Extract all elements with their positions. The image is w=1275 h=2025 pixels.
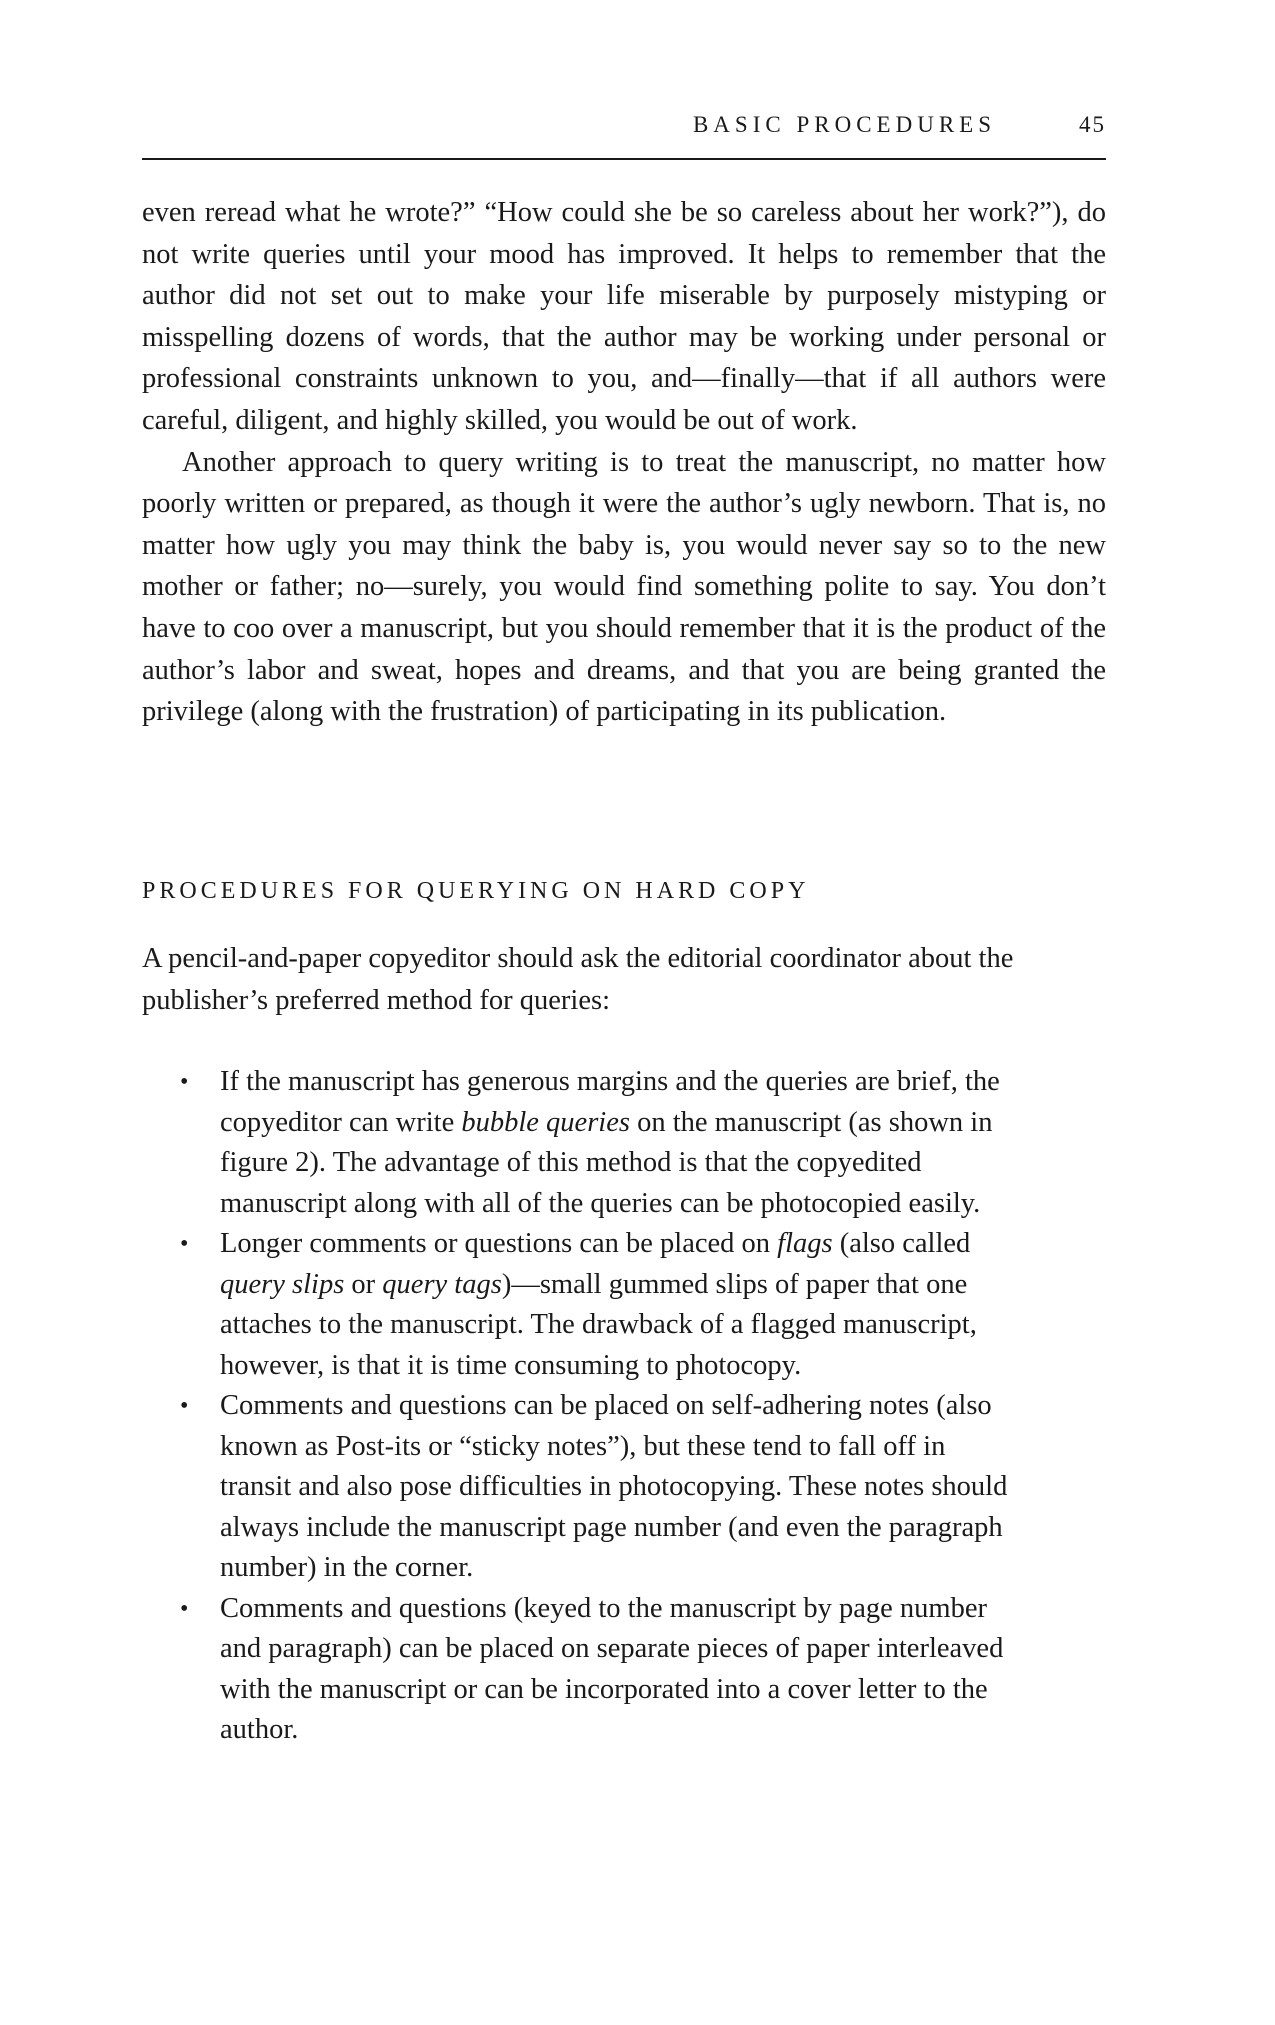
list-item-term: bubble queries xyxy=(461,1106,630,1138)
body-text xyxy=(142,192,1106,733)
intro-paragraph: A pencil-and-paper copyeditor should ask the editorial coordinator about the publisher’s preferred method for queries: xyxy=(142,943,1014,1016)
list-item-text: Comments and questions can be placed on self-adhering notes (also known as Post-its or “sticky notes”), but these tend to fall off in transit and also pose difficulties in photocopying. These notes should always include the manuscript page number (and even the paragraph number) in the corner. xyxy=(220,1390,1008,1583)
list-item-term: query tags xyxy=(382,1268,502,1300)
bullet-marker: • xyxy=(180,1231,189,1257)
list-item-text: on the manuscript (as shown in figure 2). The advantage of this method is that the copyedited manuscript along with all of the queries can be photocopied easily. xyxy=(220,1106,993,1219)
list-item xyxy=(142,1062,1022,1224)
running-head xyxy=(142,110,1106,160)
list-item xyxy=(142,1589,1022,1751)
bullet-marker: • xyxy=(180,1069,189,1095)
list-item-text: Comments and questions (keyed to the manuscript by page number and paragraph) can be placed on separate pieces of paper interleaved with the manuscript or can be incorporated into a cover letter to the author. xyxy=(220,1592,1004,1745)
query-methods-list xyxy=(142,1062,1022,1751)
bullet-marker: • xyxy=(180,1393,189,1419)
list-item-term: flags xyxy=(777,1228,833,1259)
list-item-text: Longer comments or questions can be placed on xyxy=(220,1228,778,1259)
list-item xyxy=(142,1224,1022,1386)
running-title: BASIC PROCEDURES xyxy=(692,112,996,137)
list-item-text: )—small gummed slips of paper that one attaches to the manuscript. The drawback of a flagged manuscript, however, is that it is time consuming to photocopy. xyxy=(220,1268,977,1381)
bullet-marker: • xyxy=(180,1595,189,1622)
section-heading: PROCEDURES FOR QUERYING ON HARD COPY xyxy=(142,878,810,904)
paragraph-continued: even reread what he wrote?” “How could she be so careless about her work?”), do not write queries until your mood has improved. It helps to remember that the author did not set out to make your life miserable by purposely mistyping or misspelling dozens of words, that the author may be working under personal or professional constraints unknown to you, and—finally—that if all authors were careful, diligent, and highly skilled, you would be out of work. xyxy=(142,197,1106,436)
section-intro xyxy=(142,938,1106,1021)
list-item-term: query slips xyxy=(220,1268,345,1300)
list-item-text: If the manuscript has generous margins and the queries are brief, the copyeditor can write xyxy=(220,1066,1000,1138)
list-item-text: or xyxy=(344,1268,383,1300)
list-item-text: (also called xyxy=(832,1228,971,1259)
page-number: 45 xyxy=(1079,112,1106,137)
list-item xyxy=(142,1386,1022,1589)
paragraph-ugly-newborn: Another approach to query writing is to treat the manuscript, no matter how poorly written or prepared, as though it were the author’s ugly newborn. That is, no matter how ugly you may think the baby is, you would never say so to the new mother or father; no—surely, you would find something polite to say. You don’t have to coo over a manuscript, but you should remember that it is the product of the author’s labor and sweat, hopes and dreams, and that you are being granted the privilege (along with the frustration) of participating in its publication. xyxy=(142,446,1106,728)
